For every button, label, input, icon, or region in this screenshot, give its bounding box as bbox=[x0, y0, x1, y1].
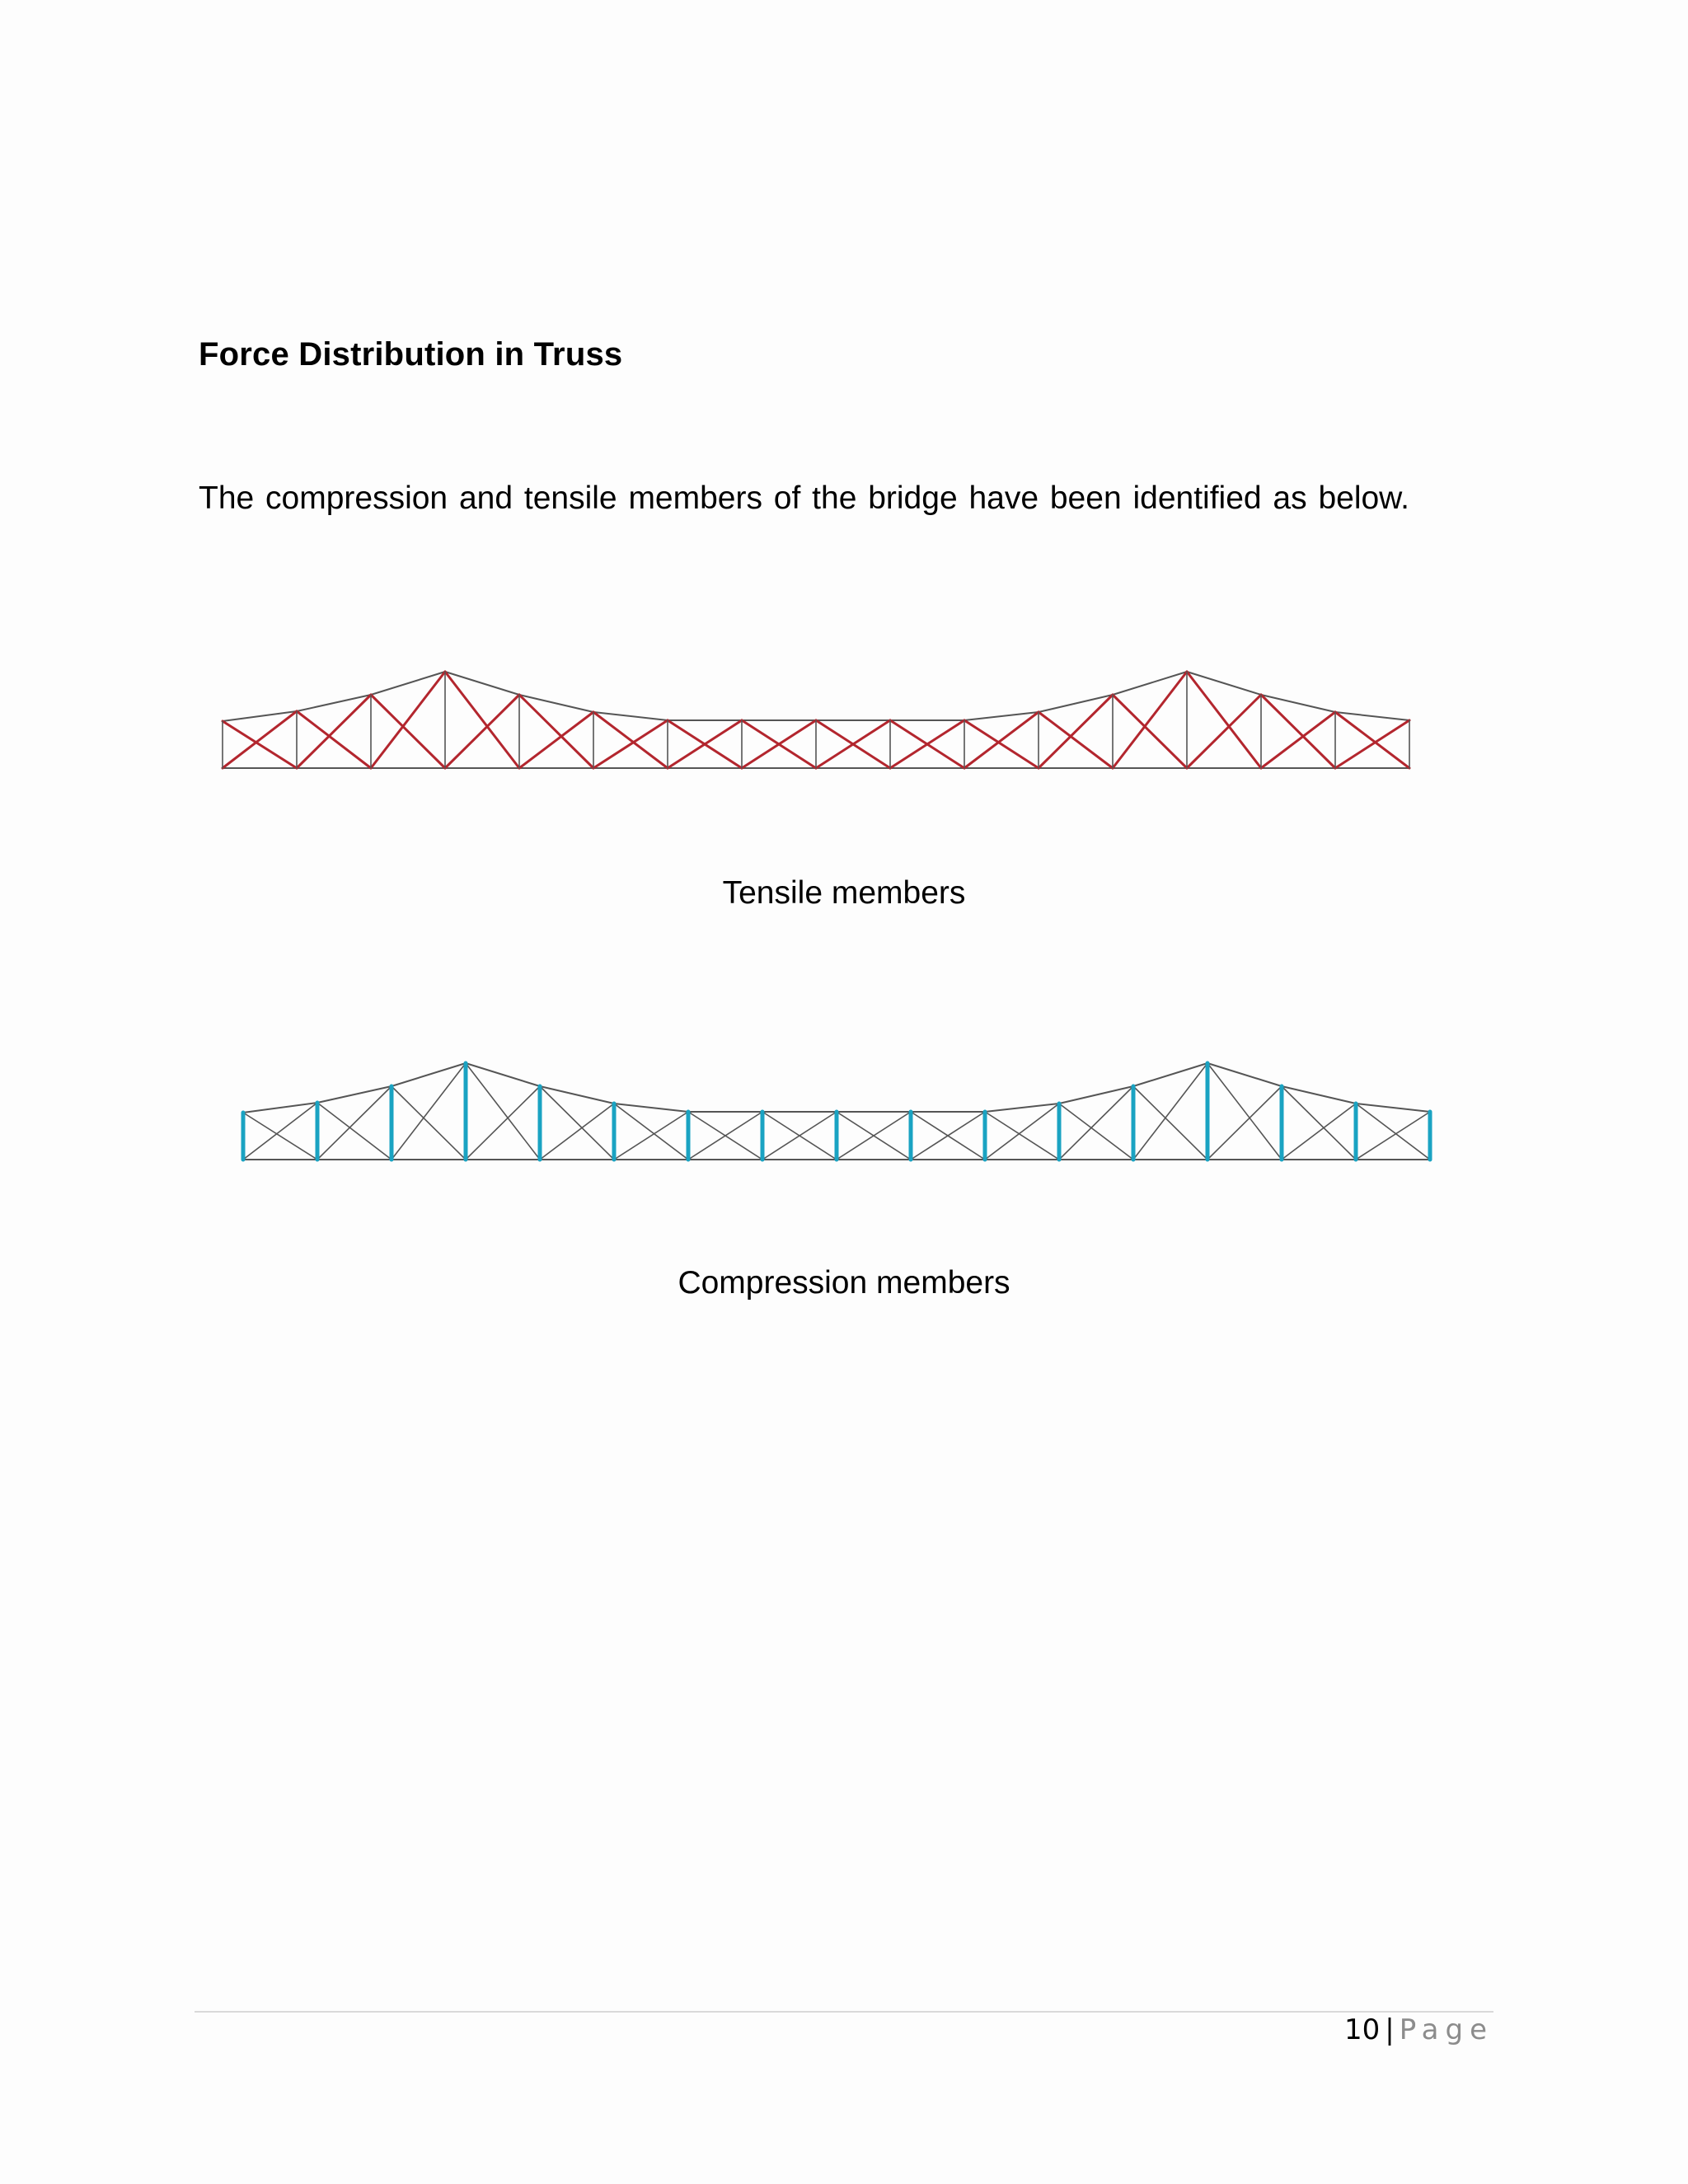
diagonal-member bbox=[985, 1112, 1059, 1160]
top-chord-segment bbox=[1133, 1063, 1207, 1086]
top-chord-segment bbox=[540, 1086, 614, 1104]
diagonal-member bbox=[519, 695, 593, 768]
top-chord-segment bbox=[371, 672, 445, 695]
diagonal-member bbox=[1207, 1063, 1282, 1160]
top-chord-segment bbox=[1187, 672, 1261, 695]
diagonal-member bbox=[1356, 1104, 1430, 1160]
tensile-caption: Tensile members bbox=[722, 875, 966, 911]
diagonal-member bbox=[466, 1063, 540, 1160]
diagonal-member bbox=[1039, 695, 1113, 768]
top-chord-segment bbox=[466, 1063, 540, 1086]
top-chord-segment bbox=[392, 1063, 466, 1086]
diagonal-member bbox=[1356, 1112, 1430, 1160]
diagonal-member bbox=[614, 1112, 688, 1160]
diagonal-member bbox=[1113, 695, 1187, 768]
top-chord-segment bbox=[1207, 1063, 1282, 1086]
footer-divider bbox=[195, 2011, 1493, 2013]
diagonal-member bbox=[1039, 712, 1113, 768]
top-chord-segment bbox=[317, 1086, 392, 1103]
diagonal-member bbox=[445, 672, 519, 768]
top-chord-segment bbox=[1039, 695, 1113, 712]
diagonal-member bbox=[317, 1103, 392, 1160]
page-number: 10 bbox=[1343, 2013, 1381, 2046]
top-chord-segment bbox=[1113, 672, 1187, 695]
top-chord-segment bbox=[985, 1104, 1059, 1112]
diagonal-member bbox=[1059, 1104, 1133, 1160]
top-chord-segment bbox=[1282, 1086, 1356, 1104]
diagonal-member bbox=[1059, 1086, 1133, 1160]
diagonal-member bbox=[297, 711, 371, 768]
diagonal-member bbox=[614, 1104, 688, 1160]
diagonal-member bbox=[392, 1063, 466, 1160]
diagonal-member bbox=[519, 712, 593, 768]
compression-truss-diagram bbox=[235, 1026, 1455, 1216]
diagonal-member bbox=[1187, 672, 1261, 768]
diagonal-member bbox=[1113, 672, 1187, 768]
diagonal-member bbox=[392, 1086, 466, 1160]
diagonal-member bbox=[243, 1113, 317, 1160]
diagonal-member bbox=[1187, 695, 1261, 768]
page-word: Page bbox=[1399, 2013, 1493, 2046]
top-chord-segment bbox=[1261, 695, 1335, 712]
section-heading: Force Distribution in Truss bbox=[199, 336, 623, 373]
diagonal-member bbox=[540, 1104, 614, 1160]
top-chord-segment bbox=[1356, 1104, 1430, 1112]
top-chord-segment bbox=[614, 1104, 688, 1112]
page-footer bbox=[1344, 2013, 1493, 2046]
diagonal-member bbox=[1133, 1063, 1207, 1160]
top-chord-segment bbox=[1059, 1086, 1133, 1104]
compression-caption: Compression members bbox=[678, 1265, 1010, 1301]
top-chord-segment bbox=[519, 695, 593, 712]
diagonal-member bbox=[317, 1086, 392, 1160]
top-chord-segment bbox=[445, 672, 519, 695]
diagonal-member bbox=[1282, 1104, 1356, 1160]
footer-separator: | bbox=[1385, 2013, 1395, 2046]
diagonal-member bbox=[985, 1104, 1059, 1160]
tensile-truss-diagram bbox=[214, 635, 1434, 824]
diagonal-member bbox=[445, 695, 519, 768]
top-chord-segment bbox=[297, 695, 371, 711]
diagonal-member bbox=[371, 695, 445, 768]
intro-paragraph: The compression and tensile members of the bridge have been identified as below. bbox=[199, 480, 1410, 516]
diagonal-member bbox=[371, 672, 445, 768]
diagonal-member bbox=[540, 1086, 614, 1160]
diagonal-member bbox=[1261, 695, 1335, 768]
diagonal-member bbox=[297, 695, 371, 768]
diagonal-member bbox=[1207, 1086, 1282, 1160]
diagonal-member bbox=[466, 1086, 540, 1160]
diagonal-member bbox=[1133, 1086, 1207, 1160]
diagonal-member bbox=[1282, 1086, 1356, 1160]
diagonal-member bbox=[1261, 712, 1335, 768]
